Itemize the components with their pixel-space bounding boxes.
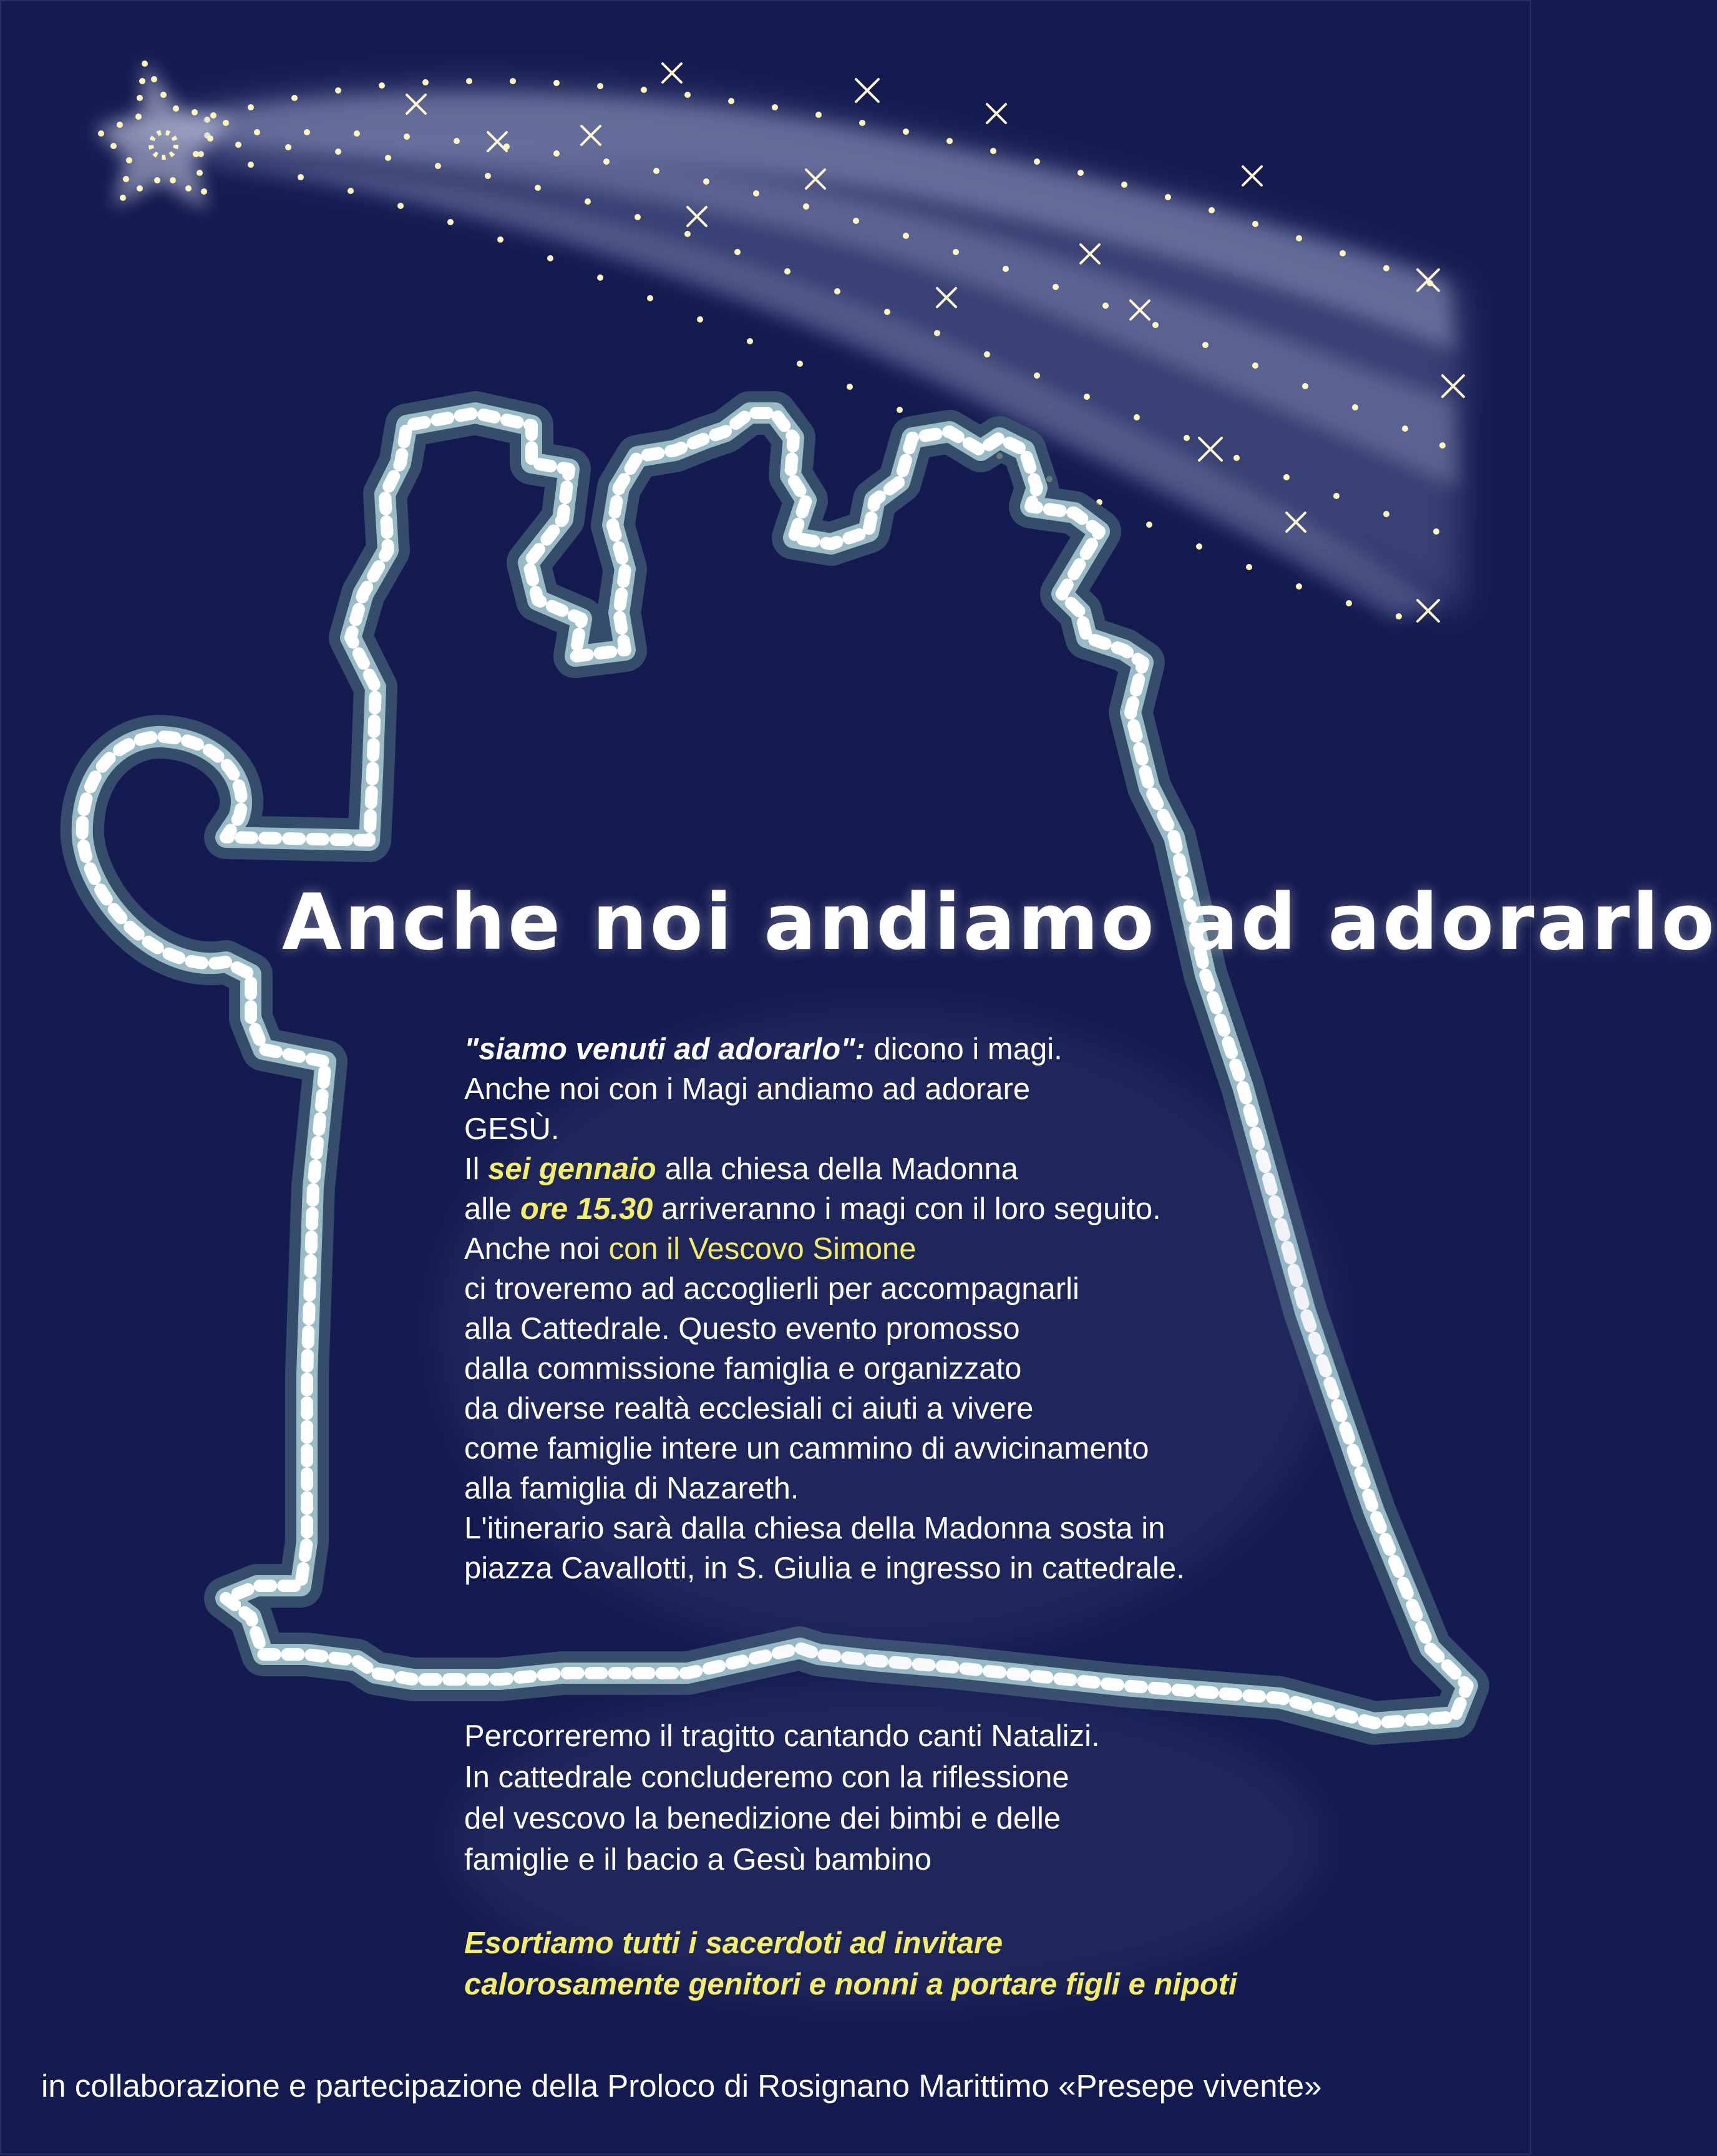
text-line: alla Cattedrale. Questo evento promosso [464,1312,1020,1346]
text-fragment: alla chiesa della Madonna [656,1152,1018,1186]
text-line: dalla commissione famiglia e organizzato [464,1352,1022,1386]
date-highlight: sei gennaio [488,1152,656,1186]
text-line: come famiglie intere un cammino di avvicinamento [464,1432,1149,1465]
poster-title: Anche noi andiamo ad adorarlo [282,878,1717,968]
text-line: In cattedrale concluderemo con la riflessione [464,1760,1069,1794]
text-fragment: arriveranno i magi con il loro seguito. [653,1192,1161,1226]
time-highlight: ore 15.30 [520,1192,653,1226]
text-line: da diverse realtà ecclesiali ci aiuti a vivere [464,1392,1034,1425]
text-line: piazza Cavallotti, in S. Giulia e ingresso in cattedrale. [464,1551,1185,1585]
text-line: Esortiamo tutti i sacerdoti ad invitare [464,1926,1003,1960]
text-line: ci troveremo ad accoglierli per accompagnarli [464,1272,1079,1306]
second-paragraph [464,1716,1100,1880]
text-line: del vescovo la benedizione dei bimbi e delle [464,1802,1061,1835]
main-paragraph [464,1029,1185,1588]
text-line: calorosamente genitori e nonni a portare figli e nipoti [464,1968,1237,2001]
text-line: Anche noi con i Magi andiamo ad adorare [464,1072,1031,1106]
text-line: dicono i magi. [865,1032,1063,1066]
text-line: GESÙ. [464,1112,560,1146]
footer-credit: in collaborazione e partecipazione della Proloco di Rosignano Marittimo «Presepe vivente» [41,2068,1322,2104]
bishop-highlight: con il Vescovo Simone [608,1232,917,1266]
text-fragment: Il [464,1152,489,1186]
text-fragment: alle [464,1192,520,1226]
exhortation [464,1923,1237,2005]
text-line: Percorreremo il tragitto cantando canti Natalizi. [464,1719,1100,1753]
magi-quote: "siamo venuti ad adorarlo": [464,1032,865,1066]
text-line: L'itinerario sarà dalla chiesa della Madonna sosta in [464,1512,1165,1545]
star-head-icon [95,61,232,210]
text-fragment: Anche noi [464,1232,609,1266]
text-line: alla famiglia di Nazareth. [464,1472,799,1505]
text-line: famiglie e il bacio a Gesù bambino [464,1843,932,1877]
